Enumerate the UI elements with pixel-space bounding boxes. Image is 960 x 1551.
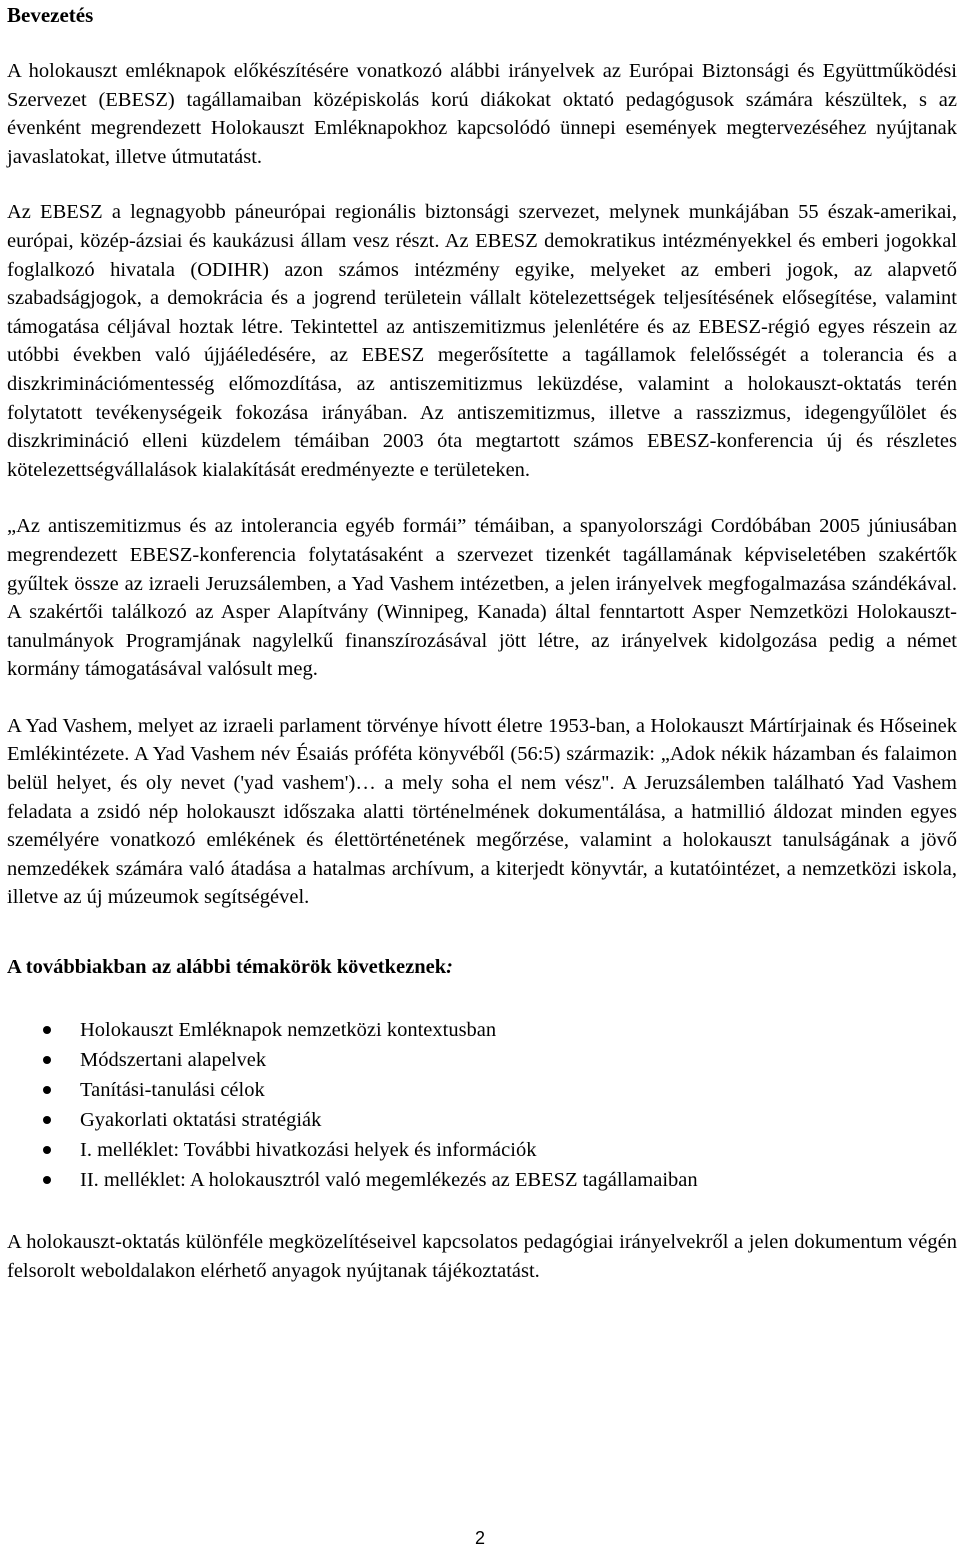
bullet-icon [43,1026,51,1034]
list-item [7,1135,957,1165]
topics-heading-colon: : [446,956,453,979]
closing-paragraph: A holokauszt-oktatás különféle megközelítéseivel kapcsolatos pedagógiai irányelvekről a jelen dokumentum végén felsorolt weboldalakon elérhető anyagok nyújtanak tájékoztatást. [7,1231,957,1282]
list-item [7,1045,957,1075]
list-item-label: I. melléklet: További hivatkozási helyek és információk [80,1139,537,1162]
bullet-icon [43,1176,51,1184]
conference-paragraph: „Az antiszemitizmus és az intolerancia egyéb formái” témáiban, a spanyolországi Cordóbában 2005 júniusában megrendezett EBESZ-konferencia folytatásaként a szervezet tizenkét tagállamának képviseletében szakértők gyűltek össze az izraeli Jeruzsálemben, a Yad Vashem intézetben, a jelen irányelvek megfogalmazása szándékával. A szakértői találkozó az Asper Alapítvány (Winnipeg, Kanada) által fenntartott Asper Nemzetközi Holokauszt-tanulmányok Programjának nagylelkű finanszírozásával jött létre, az irányelvek kidolgozása pedig a német kormány támogatásával valósult meg. [7,515,957,681]
bullet-icon [43,1086,51,1094]
document-page [7,0,957,1285]
section-heading: Bevezetés [7,3,94,27]
list-item-label: Módszertani alapelvek [80,1049,267,1072]
bullet-icon [43,1056,51,1064]
list-item [7,1015,957,1045]
bullet-icon [43,1116,51,1124]
list-item-label: Holokauszt Emléknapok nemzetközi kontextusban [80,1019,497,1042]
bullet-icon [43,1146,51,1154]
intro-paragraph: A holokauszt emléknapok előkészítésére vonatkozó alábbi irányelvek az Európai Biztonsági és Együttműködési Szervezet (EBESZ) tagállamaiban középiskolás korú diákokat oktató pedagógusok számára készültek, s az évenként megrendezett Holokauszt Emléknapokhoz kapcsolódó ünnepi események megtervezéséhez nyújtanak javaslatokat, illetve útmutatást. [7,60,957,168]
list-item-label: Tanítási-tanulási célok [80,1079,265,1102]
list-item [7,1165,957,1195]
topics-heading [7,953,957,981]
topics-heading-text: A továbbiakban az alábbi témakörök következnek [7,956,447,979]
ebesz-paragraph: Az EBESZ a legnagyobb páneurópai regionális biztonsági szervezet, melynek munkájában 55 észak-amerikai, európai, közép-ázsiai és kaukázusi állam vesz részt. Az EBESZ demokratikus intézményekkel és emberi jogokkal foglalkozó hivatala (ODIHR) azon számos intézmény egyike, melyeket az emberi jogok, az alapvető szabadságjogok, a demokrácia és a jogrend területein vállalt kötelezettségek teljesítésének elősegítése, valamint támogatása céljával hoztak létre. Tekintettel az antiszemitizmus jelenlétére és az EBESZ-régió egyes részein az utóbbi években való újjáéledésére, az EBESZ megerősítette a tagállamok felelősségét a tolerancia és a diszkriminációmentesség előmozdítása, az antiszemitizmus leküzdése, valamint a holokauszt-oktatás terén folytatott tevékenységeik fokozása irányában. Az antiszemitizmus, illetve a rasszizmus, idegengyűlölet és diszkrimináció elleni küzdelem témáiban 2003 óta megtartott számos EBESZ-konferencia új és részletes kötelezettségvállalások kialakítását eredményezte e területeken. [7,201,957,481]
page-number: 2 [474,1528,485,1548]
list-item-label: II. melléklet: A holokausztról való megemlékezés az EBESZ tagállamaiban [80,1169,698,1192]
list-item [7,1105,957,1135]
list-item-label: Gyakorlati oktatási stratégiák [80,1109,322,1132]
list-item [7,1075,957,1105]
yad-vashem-paragraph: A Yad Vashem, melyet az izraeli parlament törvénye hívott életre 1953-ban, a Holokauszt Mártírjainak és Hőseinek Emlékintézete. A Yad Vashem név Ésaiás próféta könyvéből (56:5) származik: „Adok nékik házamban és falaimon belül helyet, és oly nevet ('yad vashem')… a mely soha el nem vész". A Jeruzsálemben található Yad Vashem feladata a zsidó nép holokauszt időszaka alatti történelmének dokumentálása, a hatmillió áldozat minden egyes személyére vonatkozó emlékének és élettörténetének megőrzése, valamint a holokauszt tanulságának a jövő nemzedékek számára való átadása a hatalmas archívum, a kiterjedt könyvtár, a kutatóintézet, a nemzetközi iskola, illetve az új múzeumok segítségével. [7,714,957,909]
topics-list [7,1015,957,1195]
